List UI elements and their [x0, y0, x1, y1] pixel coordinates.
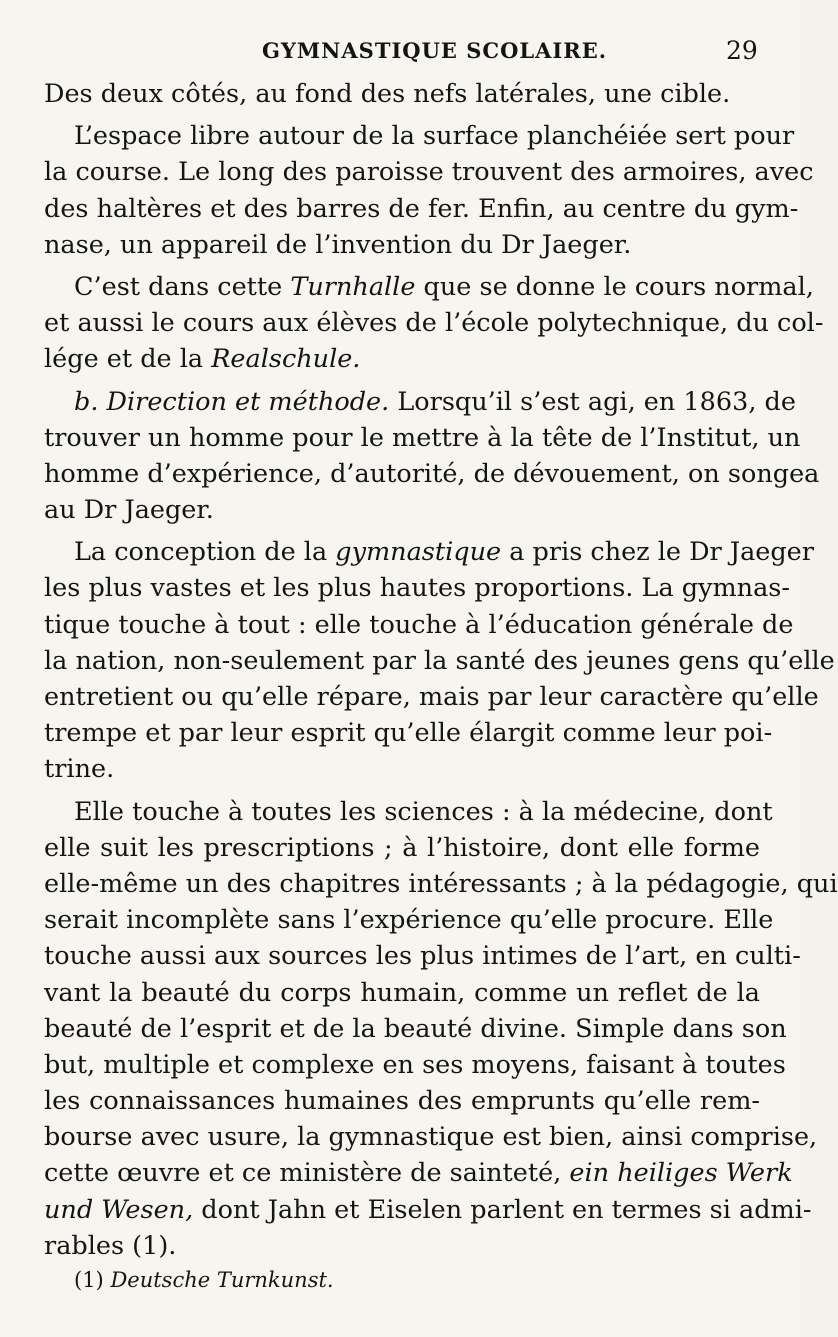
body-text	[44, 76, 838, 1264]
text-line	[44, 1011, 787, 1047]
line-text: touche aussi aux sources les plus intimes de l’art, en culti-	[44, 941, 801, 972]
paragraph	[44, 534, 835, 787]
line-text: but, multiple et complexe en ses moyens, faisant à toutes	[44, 1049, 786, 1080]
line-text: trine.	[44, 754, 115, 785]
line-text: des haltères et des barres de fer. Enfin, au centre du gym-	[44, 193, 799, 224]
text-line	[44, 341, 760, 377]
line-text: elle-même un des chapitres intéressants ; à la pédagogie, qui	[44, 868, 838, 899]
text-line	[44, 1155, 793, 1191]
text-line	[44, 751, 760, 787]
line-text: serait incomplète sans l’expérience qu’elle procure. Elle	[44, 905, 774, 936]
line-text: C’est dans cette	[74, 271, 291, 302]
text-line	[44, 227, 760, 263]
line-text: les plus vastes et les plus hautes proportions. La gymnas-	[44, 573, 790, 604]
italic-text: ein heiliges Werk	[569, 1158, 793, 1189]
text-line	[44, 607, 794, 643]
text-line	[44, 534, 814, 570]
italic-text: b. Direction et méthode.	[74, 386, 390, 417]
italic-text: und Wesen,	[44, 1194, 194, 1225]
line-text: Elle touche à toutes les sciences : à la médecine, dont	[74, 796, 773, 827]
text-line	[44, 492, 760, 528]
line-text: rables (1).	[44, 1230, 177, 1261]
line-text: et aussi le cours aux élèves de l’école polytechnique, du col-	[44, 308, 824, 339]
line-text: beauté de l’esprit et de la beauté divine. Simple dans son	[44, 1013, 787, 1044]
page-number: 29	[726, 36, 758, 65]
line-text: Lorsqu’il s’est agi, en 1863, de	[389, 386, 796, 417]
text-line	[44, 384, 796, 420]
text-line	[44, 794, 773, 830]
running-title: GYMNASTIQUE SCOLAIRE.	[262, 38, 608, 63]
line-text: la course. Le long des paroisse trouvent des armoires, avec	[44, 157, 814, 188]
line-text: L’espace libre autour de la surface planchéiée sert pour	[74, 121, 795, 152]
line-text: dont Jahn et Eiselen parlent en termes si admi-	[193, 1194, 812, 1225]
line-text: vant la beauté du corps humain, comme un reflet de la	[44, 977, 760, 1008]
italic-text: gymnastique	[335, 537, 502, 568]
text-line	[44, 975, 760, 1011]
text-line	[44, 1119, 818, 1155]
paragraph	[44, 118, 814, 263]
text-line	[44, 420, 801, 456]
text-line	[44, 76, 760, 112]
line-text: Des deux côtés, au fond des nefs latérales, une cible.	[44, 79, 731, 109]
text-line	[44, 118, 795, 154]
text-line	[44, 643, 835, 679]
footnote-text: Deutsche Turnkunst.	[110, 1268, 334, 1292]
text-line	[44, 1047, 786, 1083]
line-text: trempe et par leur esprit qu’elle élargit comme leur poi-	[44, 718, 773, 749]
line-text: La conception de la	[74, 537, 336, 568]
text-line	[44, 866, 838, 902]
footnote-marker: (1)	[74, 1268, 104, 1292]
text-line	[44, 1083, 760, 1119]
line-text: cette œuvre et ce ministère de sainteté,	[44, 1158, 570, 1189]
line-text: homme d’expérience, d’autorité, de dévouement, on songea	[44, 458, 820, 489]
line-text: a pris chez le Dr Jaeger	[501, 537, 814, 568]
text-line	[44, 570, 790, 606]
paragraph	[44, 76, 760, 112]
line-text: au Dr Jaeger.	[44, 495, 214, 526]
text-line	[44, 902, 774, 938]
text-line	[44, 191, 799, 227]
text-line	[44, 269, 814, 305]
paragraph	[44, 794, 838, 1264]
line-text: elle suit les prescriptions ; à l’histoire, dont elle forme	[44, 832, 760, 863]
line-text: lége et de la	[44, 344, 212, 375]
line-text: que se donne le cours normal,	[415, 271, 814, 302]
text-line	[44, 938, 801, 974]
line-text: entretient ou qu’elle répare, mais par leur caractère qu’elle	[44, 682, 819, 712]
line-text: les connaissances humaines des emprunts qu’elle rem-	[44, 1086, 760, 1117]
page-header	[0, 36, 800, 76]
text-line	[44, 456, 820, 492]
line-text: nase, un appareil de l’invention du Dr Jaeger.	[44, 229, 632, 260]
text-line	[44, 715, 773, 751]
text-line	[44, 830, 760, 866]
text-line	[44, 1228, 760, 1264]
italic-text: Realschule.	[211, 344, 361, 375]
paragraph	[44, 269, 824, 378]
text-line	[44, 679, 819, 715]
line-text: tique touche à tout : elle touche à l’éducation générale de	[44, 609, 794, 640]
footnote	[74, 1268, 334, 1292]
italic-text: Turnhalle	[290, 271, 416, 302]
text-line	[44, 154, 814, 190]
text-line	[44, 305, 824, 341]
line-text: trouver un homme pour le mettre à la tête de l’Institut, un	[44, 422, 801, 453]
text-line	[44, 1192, 812, 1228]
line-text: bourse avec usure, la gymnastique est bien, ainsi comprise,	[44, 1122, 818, 1153]
paragraph	[44, 384, 820, 529]
line-text: la nation, non-seulement par la santé des jeunes gens qu’elle	[44, 645, 835, 676]
